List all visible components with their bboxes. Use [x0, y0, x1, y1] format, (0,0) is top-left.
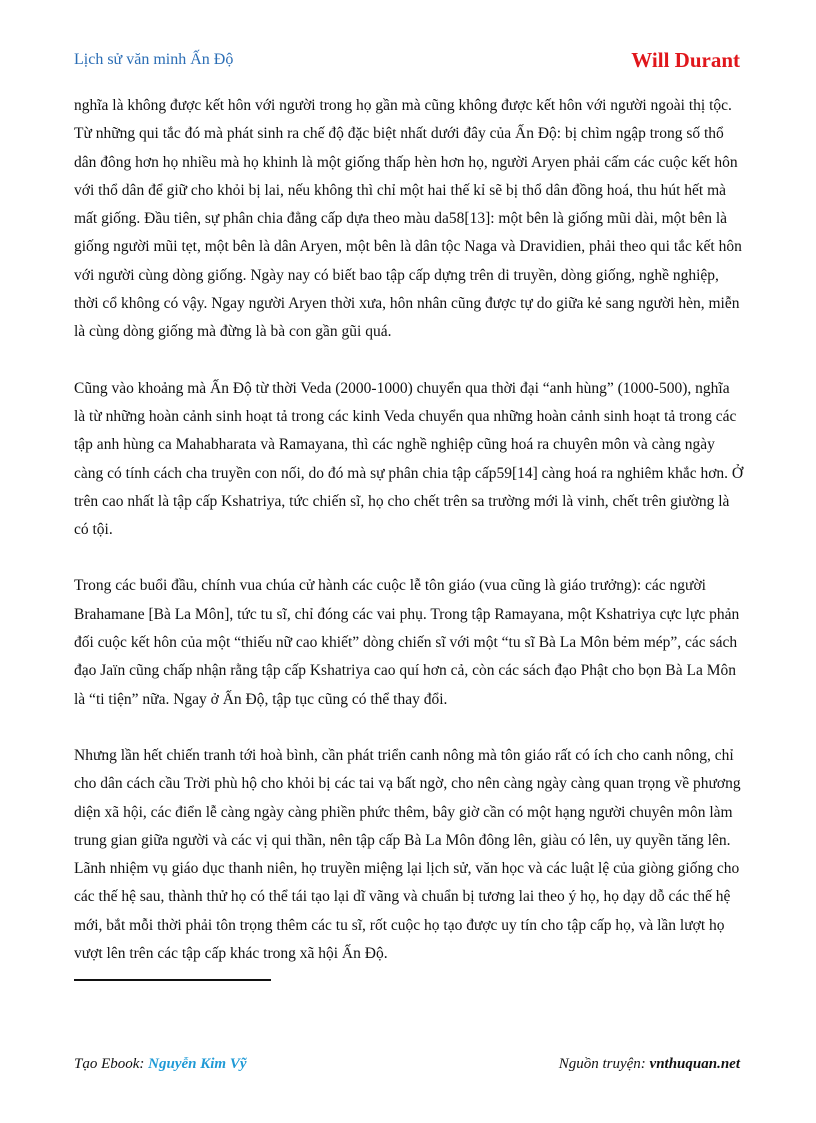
paragraph: Trong các buổi đầu, chính vua chúa cử hành các cuộc lễ tôn giáo (vua cũng là giáo trưởng): các người Brahamane [Bà La Môn], tức tu sĩ, chỉ đóng các vai phụ. Trong tập Ramayana, một Kshatriya cực lực phản đối cuộc kết hôn của một “thiếu nữ cao khiết” dòng chiến sĩ với một “tu sĩ Bà La Môn bẻm mép”, các sách đạo Jaïn cũng chấp nhận rằng tập cấp Kshatriya cao quí hơn cả, còn các sách đạo Phật cho bọn Bà La Môn là “ti tiện” nữa. Ngay ở Ấn Độ, tập tục cũng có thể thay đổi. — [74, 577, 740, 708]
paragraph: nghĩa là không được kết hôn với người trong họ gần mà cũng không được kết hôn với người ngoài thị tộc. Từ những qui tắc đó mà phát sinh ra chế độ đặc biệt nhất dưới đây của Ấn Độ: bị chìm ngập trong số thổ dân đông hơn họ nhiều mà họ khinh là một giống thấp hèn hơn họ, người Aryen phải cấm các cuộc kết hôn với thổ dân để giữ cho khỏi bị lai, nếu không thì chỉ một hai thế kỉ sẽ bị thổ dân đồng hoá, thu hút hết mà mất giống. Đầu tiên, sự phân chia đẳng cấp dựa theo màu da58[13]: một bên là giống mũi dài, một bên là giống người mũi tẹt, một bên là dân Aryen, một bên là dân tộc Naga và Dravidien, phải theo qui tắc kết hôn với người cùng dòng giống. Ngày nay có biết bao tập cấp dựng trên di truyền, dòng giống, nghề nghiệp, thời cổ không có vậy. Ngay người Aryen thời xưa, hôn nhân cũng được tự do giữa kẻ sang người hèn, miễn là cùng dòng giống mà đừng là bà con gần gũi quá. — [74, 97, 742, 341]
source-site: vnthuquan.net — [649, 1056, 740, 1072]
source-credit-label: Nguồn truyện — [558, 1056, 641, 1072]
source-credit-separator: : — [640, 1056, 650, 1072]
ebook-creator-name: Nguyễn Kim Vỹ — [148, 1056, 247, 1072]
paragraph: Nhưng lần hết chiến tranh tới hoà bình, cần phát triển canh nông mà tôn giáo rất có ích cho canh nông, chỉ cho dân cách cầu Trời phù hộ cho khỏi bị các tai vạ bất ngờ, cho nên càng ngày càng quan trọng về phương diện xã hội, các điển lễ càng ngày càng phiền phức thêm, bây giờ cần có một hạng người chuyên môn làm trung gian giữa người và các vị qui thần, nên tập cấp Bà La Môn đông lên, giàu có lên, uy quyền tăng lên. Lãnh nhiệm vụ giáo dục thanh niên, họ truyền miệng lại lịch sử, văn học và các luật lệ của giòng giống cho các thế hệ sau, thành thử họ có thể tái tạo lại dĩ vãng và chuẩn bị tương lai theo ý họ, họ dạy dỗ các thế hệ mới, bắt mỗi thời phải tôn trọng thêm các tu sĩ, rốt cuộc họ tạo được uy tín cho tập cấp họ, và lần lượt họ vượt lên trên các tập cấp khác trong xã hội Ấn Độ. — [74, 746, 741, 963]
book-title: Lịch sử văn minh Ấn Độ — [74, 51, 234, 68]
ebook-credit-label: Tạo Ebook — [74, 1056, 140, 1072]
ebook-credit-separator: : — [139, 1056, 149, 1072]
paragraph: Cũng vào khoảng mà Ấn Độ từ thời Veda (2000-1000) chuyển qua thời đại “anh hùng” (1000-500), nghĩa là từ những hoàn cảnh sinh hoạt tả trong các kinh Veda chuyển qua những hoàn cảnh sinh hoạt tả trong các tập anh hùng ca Mahabharata và Ramayana, thì các nghề nghiệp cũng hoá ra chuyên môn và càng ngày càng có tính cách cha truyền con nối, do đó mà sự phân chia tập cấp59[14] càng hoá ra nghiêm khắc hơn. Ở trên cao nhất là tập cấp Kshatriya, tức chiến sĩ, họ cho chết trên sa trường mới là vinh, chết trên giường là có tội. — [74, 379, 744, 539]
ebook-credit — [74, 1056, 247, 1073]
source-credit — [559, 1056, 740, 1073]
footnote-divider — [74, 979, 271, 981]
author-name: Will Durant — [631, 48, 740, 72]
page-body — [74, 92, 744, 996]
